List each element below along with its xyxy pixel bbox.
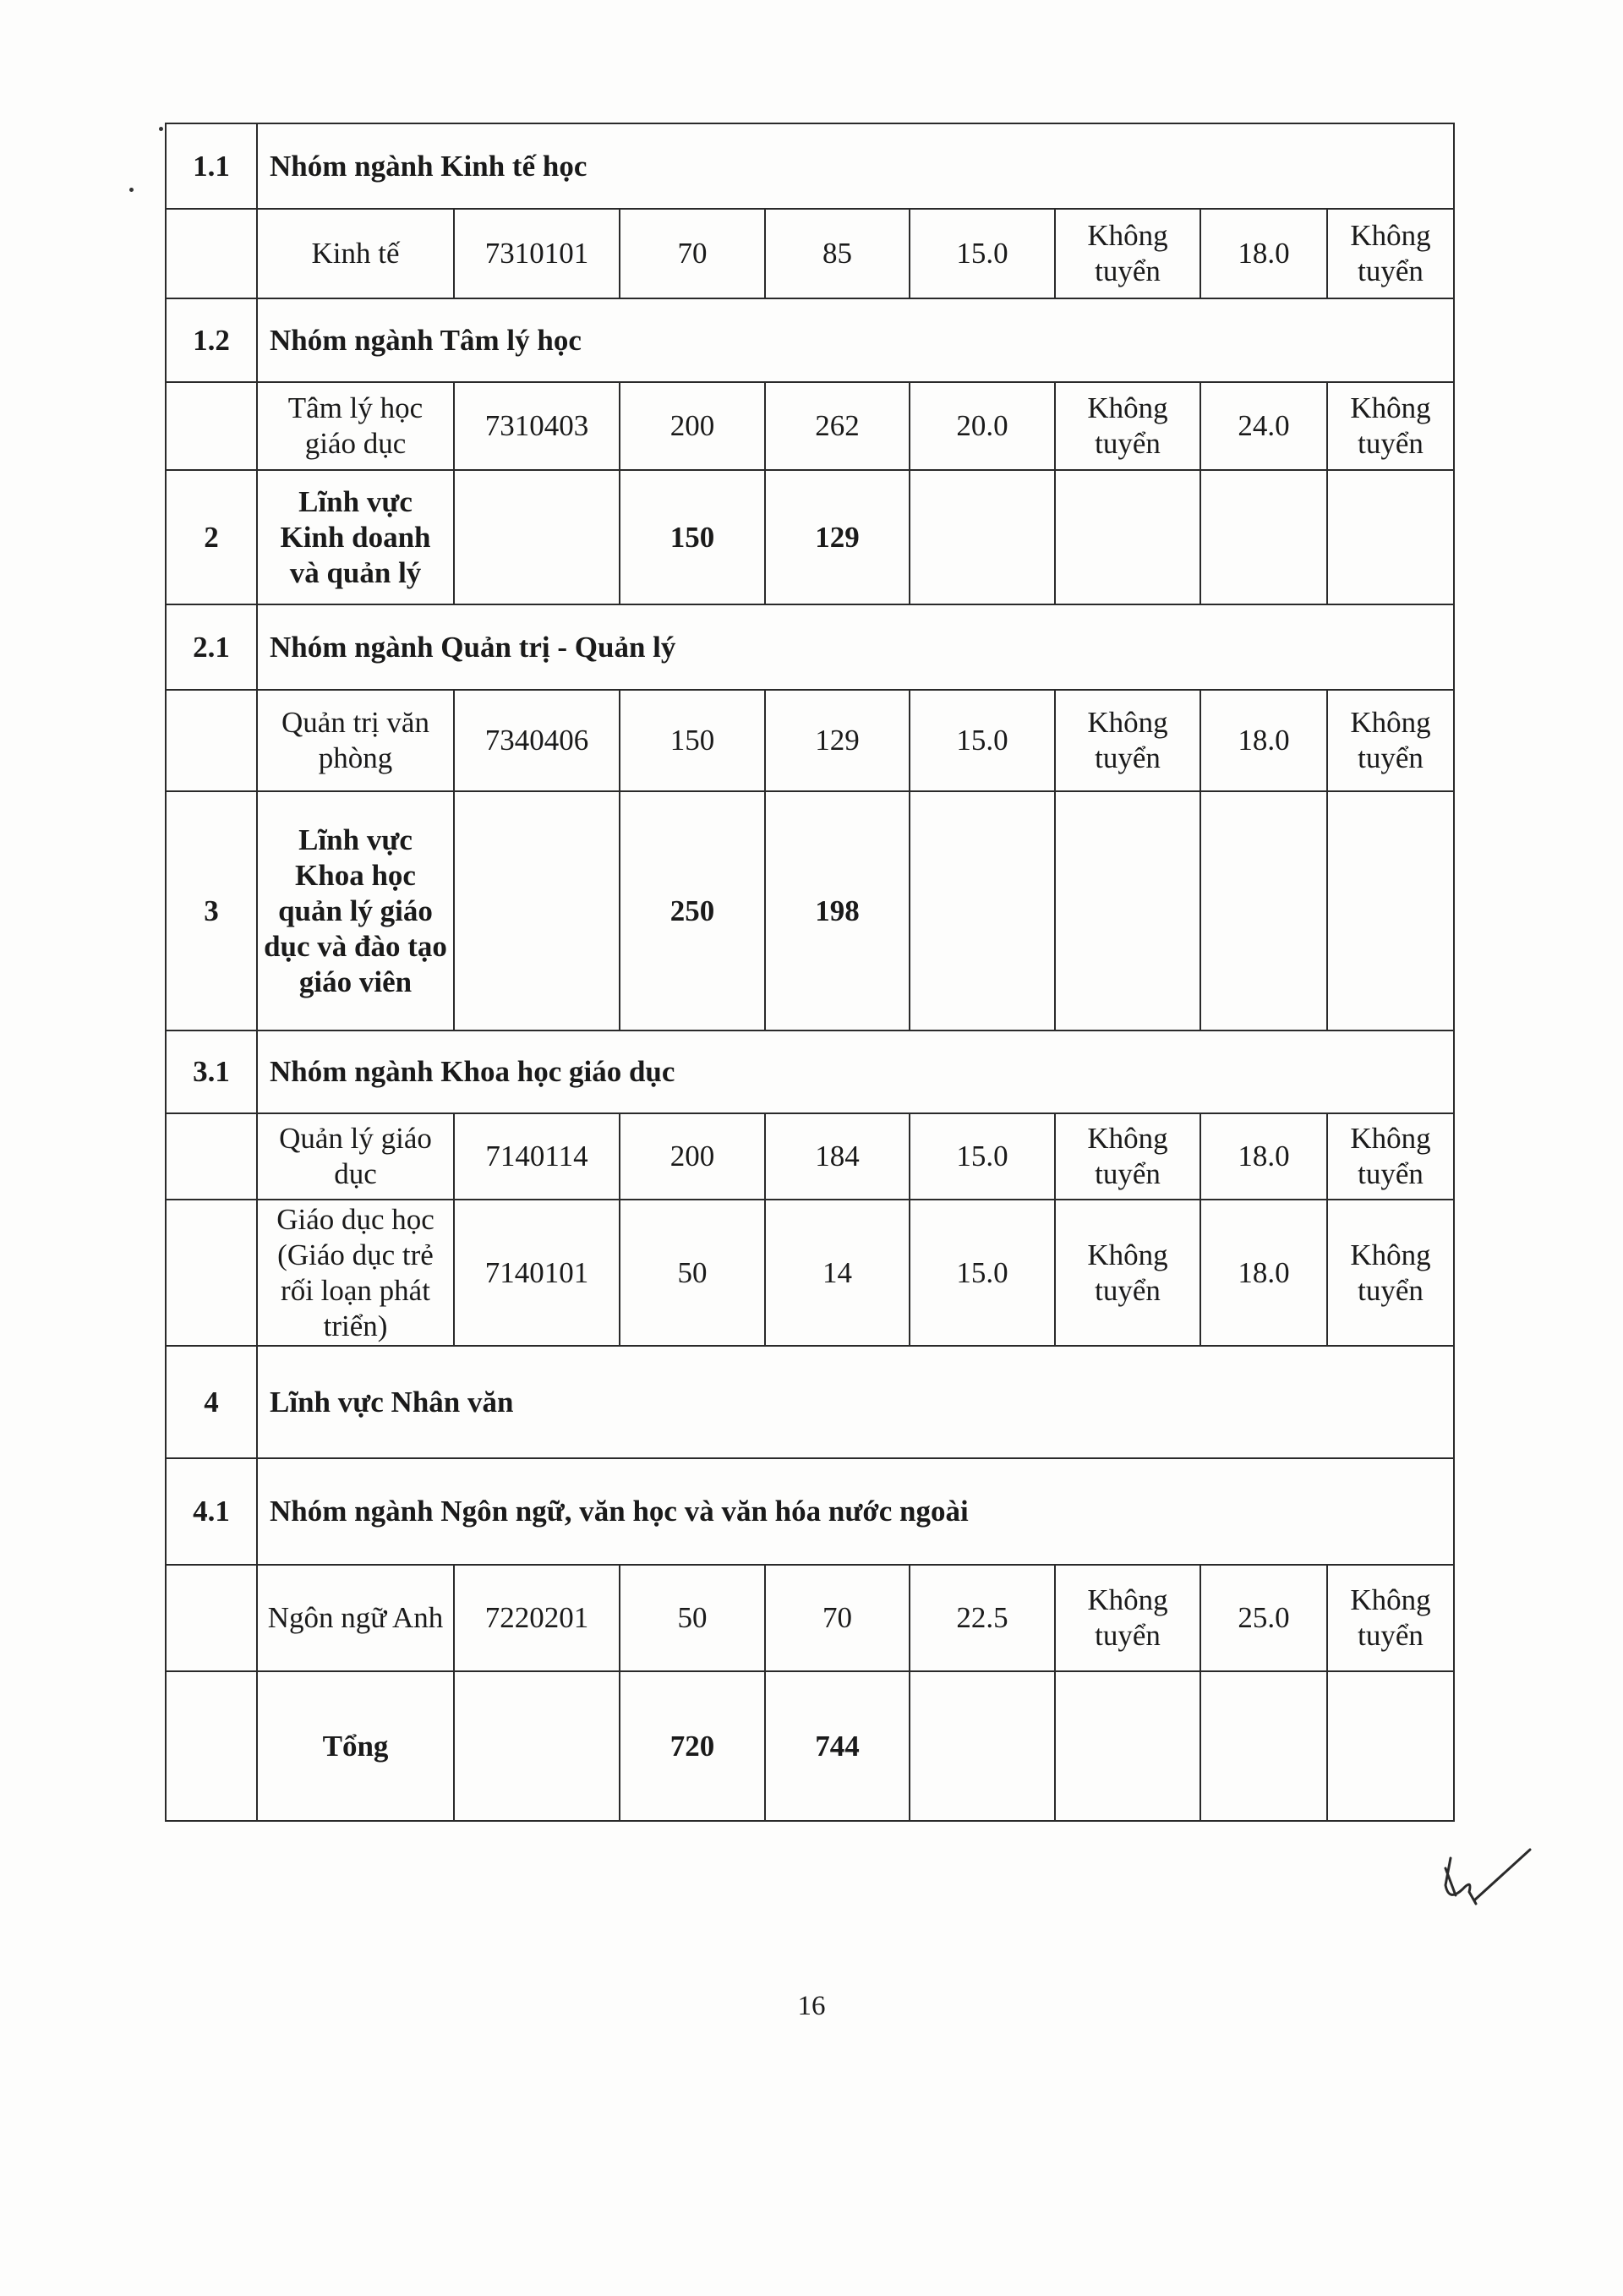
group-row — [166, 604, 1454, 690]
score-cell: 24.0 — [1200, 382, 1327, 470]
major-row — [166, 209, 1454, 298]
empty-cell — [1327, 1671, 1454, 1821]
group-row — [166, 123, 1454, 209]
major-name: Tâm lý học giáo dục — [257, 382, 454, 470]
status-cell: Không tuyển — [1055, 382, 1200, 470]
status-cell: Không tuyển — [1327, 209, 1454, 298]
enrolled-cell: 744 — [765, 1671, 910, 1821]
empty-cell — [1200, 791, 1327, 1030]
field-name: Lĩnh vực Khoa học quản lý giáo dục và đào tạo giáo viên — [257, 791, 454, 1030]
row-number — [166, 209, 257, 298]
score-cell: 18.0 — [1200, 690, 1327, 791]
status-cell: Không tuyển — [1055, 1565, 1200, 1671]
major-code — [454, 470, 620, 604]
score-cell: 22.5 — [910, 1565, 1055, 1671]
score-cell: 15.0 — [910, 209, 1055, 298]
enrolled-cell: 129 — [765, 690, 910, 791]
row-number — [166, 1671, 257, 1821]
row-number — [166, 690, 257, 791]
status-cell: Không tuyển — [1327, 1565, 1454, 1671]
row-number — [166, 1565, 257, 1671]
major-code: 7310101 — [454, 209, 620, 298]
row-number: 4 — [166, 1346, 257, 1458]
group-title: Nhóm ngành Ngôn ngữ, văn học và văn hóa nước ngoài — [257, 1458, 1454, 1565]
group-title: Nhóm ngành Kinh tế học — [257, 123, 1454, 209]
quota-cell: 50 — [620, 1200, 765, 1346]
score-cell: 25.0 — [1200, 1565, 1327, 1671]
major-row — [166, 1565, 1454, 1671]
empty-cell — [1055, 470, 1200, 604]
row-number — [166, 382, 257, 470]
status-cell: Không tuyển — [1055, 1113, 1200, 1200]
page-number: 16 — [797, 1991, 826, 2021]
enrolled-cell: 262 — [765, 382, 910, 470]
group-title: Nhóm ngành Khoa học giáo dục — [257, 1030, 1454, 1113]
major-code: 7310403 — [454, 382, 620, 470]
row-number: 3.1 — [166, 1030, 257, 1113]
status-cell: Không tuyển — [1327, 1113, 1454, 1200]
signature-mark — [1437, 1843, 1538, 1919]
major-code — [454, 791, 620, 1030]
quota-cell: 720 — [620, 1671, 765, 1821]
group-title: Nhóm ngành Tâm lý học — [257, 298, 1454, 382]
score-cell: 18.0 — [1200, 1113, 1327, 1200]
quota-cell: 70 — [620, 209, 765, 298]
score-cell: 15.0 — [910, 1113, 1055, 1200]
enrolled-cell: 198 — [765, 791, 910, 1030]
status-cell: Không tuyển — [1327, 1200, 1454, 1346]
score-cell: 15.0 — [910, 690, 1055, 791]
group-row — [166, 1458, 1454, 1565]
major-code: 7140101 — [454, 1200, 620, 1346]
row-number — [166, 1200, 257, 1346]
score-cell: 15.0 — [910, 1200, 1055, 1346]
major-name: Quản lý giáo dục — [257, 1113, 454, 1200]
row-number — [166, 1113, 257, 1200]
empty-cell — [1055, 791, 1200, 1030]
empty-cell — [1200, 1671, 1327, 1821]
group-title: Nhóm ngành Quản trị - Quản lý — [257, 604, 1454, 690]
status-cell: Không tuyển — [1327, 382, 1454, 470]
field-row — [166, 470, 1454, 604]
quota-cell: 150 — [620, 470, 765, 604]
empty-cell — [1200, 470, 1327, 604]
enrolled-cell: 70 — [765, 1565, 910, 1671]
quota-cell: 50 — [620, 1565, 765, 1671]
scan-speck — [159, 127, 163, 131]
status-cell: Không tuyển — [1055, 690, 1200, 791]
total-label: Tổng — [257, 1671, 454, 1821]
empty-cell — [910, 1671, 1055, 1821]
status-cell: Không tuyển — [1055, 1200, 1200, 1346]
status-cell: Không tuyển — [1055, 209, 1200, 298]
major-code — [454, 1671, 620, 1821]
enrolled-cell: 184 — [765, 1113, 910, 1200]
score-cell: 18.0 — [1200, 209, 1327, 298]
major-row — [166, 690, 1454, 791]
major-name: Ngôn ngữ Anh — [257, 1565, 454, 1671]
quota-cell: 250 — [620, 791, 765, 1030]
major-row — [166, 1113, 1454, 1200]
quota-cell: 200 — [620, 1113, 765, 1200]
field-row — [166, 791, 1454, 1030]
group-row — [166, 1346, 1454, 1458]
empty-cell — [910, 791, 1055, 1030]
row-number: 3 — [166, 791, 257, 1030]
total-row — [166, 1671, 1454, 1821]
row-number: 2 — [166, 470, 257, 604]
major-row — [166, 1200, 1454, 1346]
major-row — [166, 382, 1454, 470]
major-name: Giáo dục học (Giáo dục trẻ rối loạn phát triển) — [257, 1200, 454, 1346]
score-cell: 18.0 — [1200, 1200, 1327, 1346]
major-code: 7340406 — [454, 690, 620, 791]
admissions-table — [165, 123, 1455, 1822]
score-cell: 20.0 — [910, 382, 1055, 470]
major-code: 7220201 — [454, 1565, 620, 1671]
major-name: Quản trị văn phòng — [257, 690, 454, 791]
major-code: 7140114 — [454, 1113, 620, 1200]
row-number: 1.2 — [166, 298, 257, 382]
row-number: 4.1 — [166, 1458, 257, 1565]
row-number: 2.1 — [166, 604, 257, 690]
field-name: Lĩnh vực Kinh doanh và quản lý — [257, 470, 454, 604]
group-title: Lĩnh vực Nhân văn — [257, 1346, 1454, 1458]
enrolled-cell: 14 — [765, 1200, 910, 1346]
group-row — [166, 298, 1454, 382]
enrolled-cell: 129 — [765, 470, 910, 604]
empty-cell — [1327, 791, 1454, 1030]
major-name: Kinh tế — [257, 209, 454, 298]
empty-cell — [1055, 1671, 1200, 1821]
row-number: 1.1 — [166, 123, 257, 209]
quota-cell: 200 — [620, 382, 765, 470]
quota-cell: 150 — [620, 690, 765, 791]
scan-speck — [129, 188, 134, 192]
empty-cell — [910, 470, 1055, 604]
group-row — [166, 1030, 1454, 1113]
enrolled-cell: 85 — [765, 209, 910, 298]
empty-cell — [1327, 470, 1454, 604]
status-cell: Không tuyển — [1327, 690, 1454, 791]
